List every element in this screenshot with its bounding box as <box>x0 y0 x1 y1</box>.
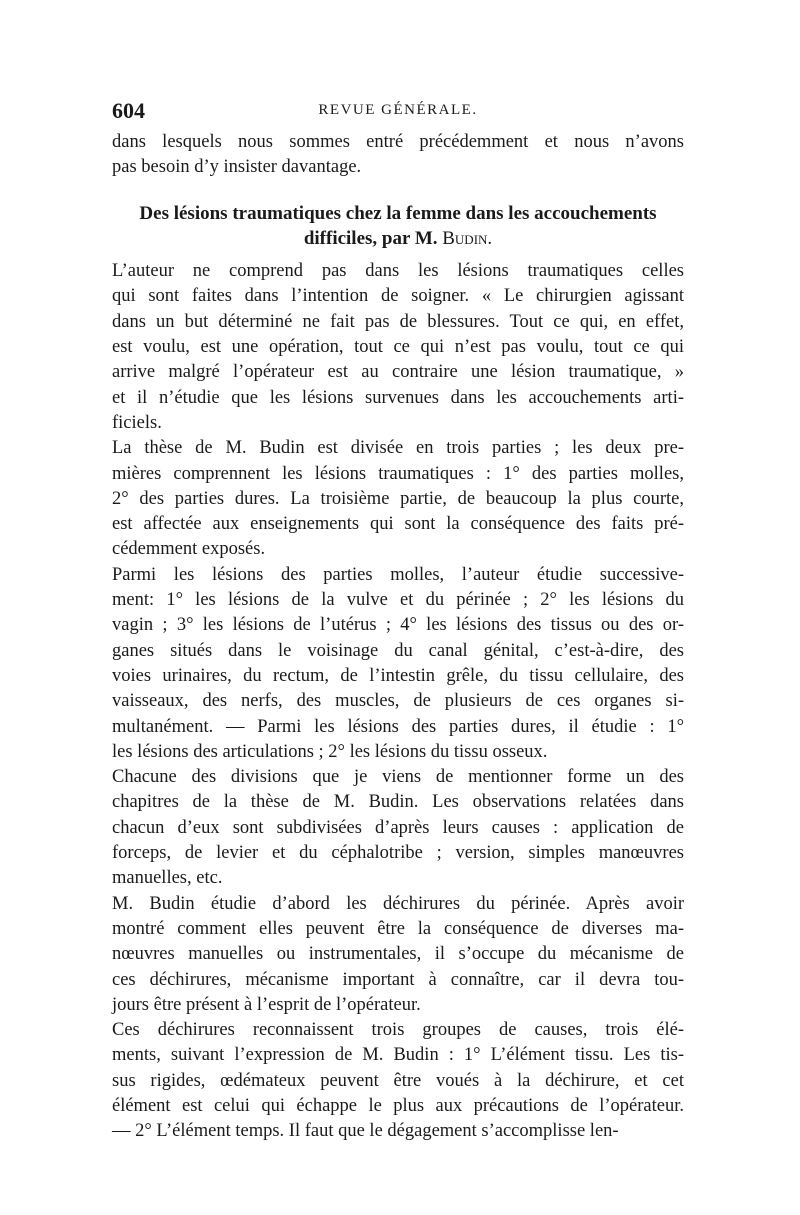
text-line: est affectée aux enseignements qui sont la conséquence des faits pré- <box>112 514 684 535</box>
text-line: forceps, de levier et du céphalotribe ; version, simples manœuvres <box>112 843 684 864</box>
text-line: — 2° L’élément temps. Il faut que le dégagement s’accomplisse len- <box>112 1121 619 1142</box>
paragraph <box>112 892 684 1018</box>
text-line: ments, suivant l’expression de M. Budin : 1° L’élément tissu. Les tis- <box>112 1045 684 1066</box>
body-text <box>112 130 684 1145</box>
text-line: arrive malgré l’opérateur est au contraire une lésion traumatique, » <box>112 362 684 383</box>
text-line: nœuvres manuelles ou instrumentales, il s’occupe du mécanisme de <box>112 944 684 965</box>
paragraph <box>112 563 684 765</box>
text-line: Chacune des divisions que je viens de mentionner forme un des <box>112 767 684 788</box>
text-line: ficiels. <box>112 412 162 433</box>
text-line: vaisseaux, des nerfs, des muscles, de plusieurs de ces organes si- <box>112 691 684 712</box>
title-line-text: difficiles, par M. <box>303 227 438 249</box>
title-line: Des lésions traumatiques chez la femme dans les accouchements <box>139 202 657 224</box>
running-title: REVUE GÉNÉRALE. <box>318 102 478 118</box>
article-body <box>112 259 684 1144</box>
text-line: voies urinaires, du rectum, de l’intestin grêle, du tissu cellulaire, des <box>112 665 684 686</box>
article-title <box>112 201 684 252</box>
title-line <box>112 226 684 251</box>
text-line: chacun d’eux sont subdivisées d’après leurs causes : application de <box>112 817 684 838</box>
text-line: cédemment exposés. <box>112 539 266 560</box>
text-line: jours être présent à l’esprit de l’opérateur. <box>112 994 421 1015</box>
text-line: Ces déchirures reconnaissent trois groupes de causes, trois élé- <box>112 1020 684 1041</box>
author-name: Budin. <box>442 227 493 249</box>
page-number: 604 <box>112 98 145 123</box>
page-header <box>112 98 684 128</box>
text-line: L’auteur ne comprend pas dans les lésions traumatiques celles <box>112 261 684 282</box>
paragraph <box>112 436 684 562</box>
text-line: ment: 1° les lésions de la vulve et du périnée ; 2° les lésions du <box>112 590 684 611</box>
text-line: pas besoin d’y insister davantage. <box>112 157 362 178</box>
text-line: les lésions des articulations ; 2° les lésions du tissu osseux. <box>112 741 548 762</box>
text-line: 2° des parties dures. La troisième partie, de beaucoup la plus courte, <box>112 488 684 509</box>
text-line: dans un but déterminé ne fait pas de blessures. Tout ce qui, en effet, <box>112 311 684 332</box>
text-line: La thèse de M. Budin est divisée en trois parties ; les deux pre- <box>112 438 684 459</box>
text-line: ganes situés dans le voisinage du canal génital, c’est-à-dire, des <box>112 640 684 661</box>
text-line: sus rigides, œdémateux peuvent être voués à la déchirure, et cet <box>112 1070 684 1091</box>
text-line: chapitres de la thèse de M. Budin. Les observations relatées dans <box>112 792 684 813</box>
text-line: multanément. — Parmi les lésions des parties dures, il étudie : 1° <box>112 716 684 737</box>
paragraph <box>112 765 684 891</box>
text-line: vagin ; 3° les lésions de l’utérus ; 4° les lésions des tissus ou des or- <box>112 615 684 636</box>
text-line: ces déchirures, mécanisme important à connaître, car il devra tou- <box>112 969 684 990</box>
text-line: manuelles, etc. <box>112 868 223 889</box>
paragraph <box>112 1018 684 1144</box>
text-line: M. Budin étudie d’abord les déchirures du périnée. Après avoir <box>112 893 684 914</box>
paragraph <box>112 259 684 436</box>
text-line: élément est celui qui échappe le plus aux précautions de l’opérateur. <box>112 1095 684 1116</box>
text-line: mières comprennent les lésions traumatiques : 1° des parties molles, <box>112 463 684 484</box>
text-line: et il n’étudie que les lésions survenues dans les accouchements arti- <box>112 387 684 408</box>
text-line: dans lesquels nous sommes entré précédemment et nous n’avons <box>112 132 684 152</box>
text-line: est voulu, est une opération, tout ce qui n’est pas voulu, tout ce qui <box>112 337 684 358</box>
intro-paragraph <box>112 130 684 181</box>
text-line: montré comment elles peuvent être la conséquence de diverses ma- <box>112 918 684 939</box>
text-line: Parmi les lésions des parties molles, l’auteur étudie successive- <box>112 564 684 585</box>
text-line: qui sont faites dans l’intention de soigner. « Le chirurgien agissant <box>112 286 684 307</box>
